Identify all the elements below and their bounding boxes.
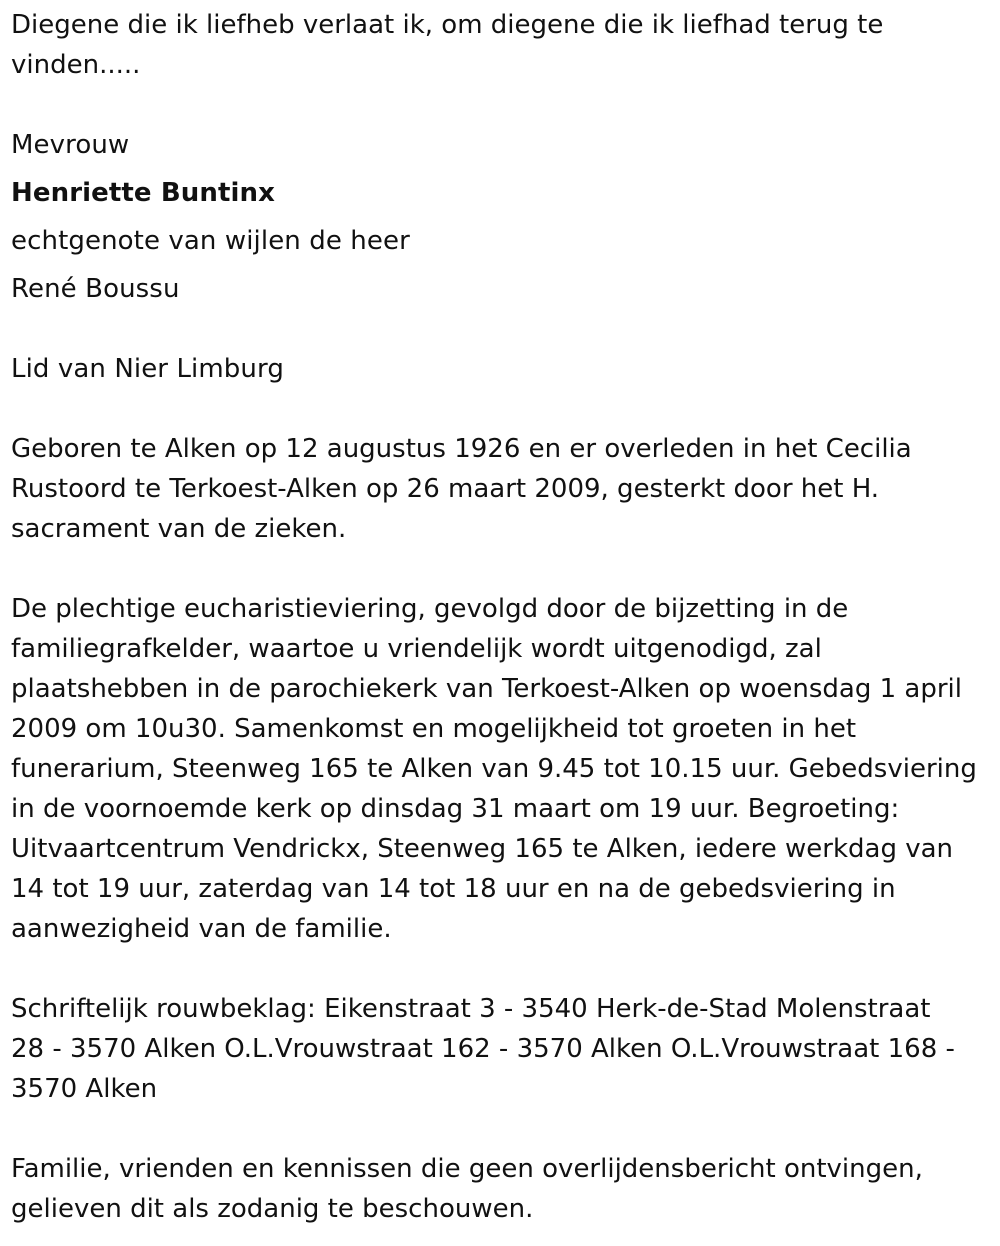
condolences-paragraph: Schriftelijk rouwbeklag: Eikenstraat 3 - 3540 Herk-de-Stad Molenstraat 28 - 3570 Alken O.L.Vrouwstraat 162 - 3570 Alken O.L.Vrouwstraat 168 - 3570 Alken — [11, 994, 955, 1104]
ceremony-paragraph: De plechtige eucharistieviering, gevolgd door de bijzetting in de familiegrafkelder, waartoe u vriendelijk wordt uitgenodigd, zal plaatshebben in de parochiekerk van Terkoest-Alken op woensdag 1 april 2009 om 10u30. Samenkomst en mogelijkheid tot groeten in het funerarium, Steenweg 165 te Alken van 9.45 tot 10.15 uur. Gebedsviering in de voornoemde kerk op dinsdag 31 maart om 19 uur. Begroeting: Uitvaartcentrum Vendrickx, Steenweg 165 te Alken, iedere werkdag van 14 tot 19 uur, zaterdag van 14 tot 18 uur en na de gebedsviering in aanwezigheid van de familie. — [11, 594, 977, 944]
relation-text: echtgenote van wijlen de heer — [11, 226, 410, 256]
birth-death-paragraph: Geboren te Alken op 12 augustus 1926 en er overleden in het Cecilia Rustoord te Terkoest-Alken op 26 maart 2009, gesterkt door het H. sacrament van de zieken. — [11, 434, 912, 544]
membership-text: Lid van Nier Limburg — [11, 354, 284, 384]
deceased-name: Henriette Buntinx — [11, 178, 275, 208]
closing-paragraph: Familie, vrienden en kennissen die geen overlijdensbericht ontvingen, gelieven dit als zodanig te beschouwen. — [11, 1154, 923, 1224]
spouse-name: René Boussu — [11, 274, 180, 304]
honorific: Mevrouw — [11, 130, 130, 160]
opening-quote: Diegene die ik liefheb verlaat ik, om diegene die ik liefhad terug te vinden..... — [11, 10, 884, 80]
